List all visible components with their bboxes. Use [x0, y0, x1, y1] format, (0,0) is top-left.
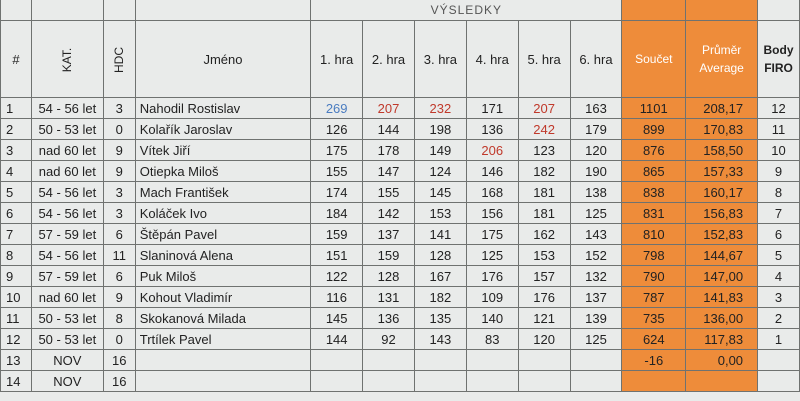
table-row	[1, 161, 800, 182]
player-name-cell[interactable]	[135, 371, 310, 392]
game-score-cell[interactable]: 143	[570, 224, 622, 245]
sum-cell[interactable]: 899	[622, 119, 686, 140]
game-score-cell[interactable]: 83	[466, 329, 518, 350]
category-cell[interactable]: NOV	[31, 350, 103, 371]
header-game-4[interactable]: 4. hra	[466, 21, 518, 98]
table-row	[1, 308, 800, 329]
game-score-cell[interactable]	[518, 371, 570, 392]
game-score-cell[interactable]	[363, 350, 415, 371]
game-score-cell[interactable]: 181	[518, 203, 570, 224]
game-score-cell[interactable]: 144	[311, 329, 363, 350]
game-score-cell[interactable]: 163	[570, 98, 622, 119]
row-number[interactable]: 8	[1, 245, 32, 266]
player-name-cell[interactable]: Otiepka Miloš	[135, 161, 310, 182]
row-number[interactable]: 12	[1, 329, 32, 350]
row-number[interactable]: 9	[1, 266, 32, 287]
sum-cell[interactable]: 790	[622, 266, 686, 287]
game-score-cell[interactable]: 184	[311, 203, 363, 224]
handicap-cell[interactable]: 8	[103, 308, 135, 329]
game-score-cell[interactable]: 143	[414, 329, 466, 350]
points-cell[interactable]: 11	[758, 119, 800, 140]
game-score-cell[interactable]	[570, 371, 622, 392]
game-score-cell[interactable]: 116	[311, 287, 363, 308]
game-score-cell[interactable]: 159	[363, 245, 415, 266]
table-row	[1, 287, 800, 308]
game-score-cell[interactable]: 156	[466, 203, 518, 224]
table-row	[1, 350, 800, 371]
game-score-cell[interactable]: 157	[518, 266, 570, 287]
player-name-cell[interactable]: Kolařík Jaroslav	[135, 119, 310, 140]
game-score-cell[interactable]: 137	[363, 224, 415, 245]
game-score-cell[interactable]	[363, 371, 415, 392]
header-points-line2: FIRO	[764, 61, 793, 75]
game-score-cell[interactable]: 153	[414, 203, 466, 224]
player-name-cell[interactable]: Slaninová Alena	[135, 245, 310, 266]
table-row	[1, 266, 800, 287]
player-name-cell[interactable]: Trtílek Pavel	[135, 329, 310, 350]
category-cell[interactable]: 57 - 59 let	[31, 266, 103, 287]
average-cell[interactable]: 170,83	[686, 119, 758, 140]
game-score-cell[interactable]: 176	[518, 287, 570, 308]
game-score-cell[interactable]: 149	[414, 140, 466, 161]
game-score-cell[interactable]: 207	[363, 98, 415, 119]
sum-cell[interactable]: 831	[622, 203, 686, 224]
game-score-cell[interactable]: 136	[466, 119, 518, 140]
game-score-cell[interactable]: 139	[570, 308, 622, 329]
category-cell[interactable]: 54 - 56 let	[31, 245, 103, 266]
sum-cell[interactable]: 810	[622, 224, 686, 245]
game-score-cell[interactable]: 175	[466, 224, 518, 245]
game-score-cell[interactable]: 168	[466, 182, 518, 203]
game-score-cell[interactable]: 128	[363, 266, 415, 287]
game-score-cell[interactable]: 136	[363, 308, 415, 329]
game-score-cell[interactable]: 138	[570, 182, 622, 203]
header-category-label: KAT.	[60, 47, 75, 72]
points-cell[interactable]: 2	[758, 308, 800, 329]
average-cell[interactable]: 147,00	[686, 266, 758, 287]
row-number[interactable]: 5	[1, 182, 32, 203]
average-cell[interactable]: 160,17	[686, 182, 758, 203]
row-number[interactable]: 11	[1, 308, 32, 329]
cell-blank[interactable]	[103, 0, 135, 21]
player-name-cell[interactable]: Puk Miloš	[135, 266, 310, 287]
cell-blank[interactable]	[622, 0, 686, 21]
category-cell[interactable]: 50 - 53 let	[31, 119, 103, 140]
handicap-cell[interactable]: 9	[103, 287, 135, 308]
category-cell[interactable]: nad 60 let	[31, 161, 103, 182]
category-cell[interactable]: nad 60 let	[31, 287, 103, 308]
header-game-2[interactable]: 2. hra	[363, 21, 415, 98]
player-name-cell[interactable]	[135, 350, 310, 371]
points-cell[interactable]: 12	[758, 98, 800, 119]
game-score-cell[interactable]: 176	[466, 266, 518, 287]
header-game-1[interactable]: 1. hra	[311, 21, 363, 98]
category-cell[interactable]: 57 - 59 let	[31, 224, 103, 245]
game-score-cell[interactable]	[518, 350, 570, 371]
row-number[interactable]: 2	[1, 119, 32, 140]
player-name-cell[interactable]: Kohout Vladimír	[135, 287, 310, 308]
game-score-cell[interactable]: 242	[518, 119, 570, 140]
table-row	[1, 329, 800, 350]
game-score-cell[interactable]: 128	[414, 245, 466, 266]
game-score-cell[interactable]: 140	[466, 308, 518, 329]
row-number[interactable]: 13	[1, 350, 32, 371]
game-score-cell[interactable]: 109	[466, 287, 518, 308]
handicap-cell[interactable]: 16	[103, 350, 135, 371]
table-row	[1, 245, 800, 266]
sum-cell[interactable]: 1101	[622, 98, 686, 119]
sum-cell[interactable]: 735	[622, 308, 686, 329]
table-row	[1, 182, 800, 203]
category-cell[interactable]: NOV	[31, 371, 103, 392]
header-category[interactable]	[31, 21, 103, 98]
row-number[interactable]: 6	[1, 203, 32, 224]
game-score-cell[interactable]: 155	[311, 161, 363, 182]
cell-blank[interactable]	[135, 0, 310, 21]
category-cell[interactable]: nad 60 let	[31, 140, 103, 161]
game-score-cell[interactable]: 120	[570, 140, 622, 161]
points-cell[interactable]: 7	[758, 203, 800, 224]
header-handicap[interactable]	[103, 21, 135, 98]
points-cell[interactable]: 9	[758, 161, 800, 182]
game-score-cell[interactable]: 153	[518, 245, 570, 266]
game-score-cell[interactable]: 206	[466, 140, 518, 161]
results-title[interactable]: VÝSLEDKY	[311, 0, 622, 21]
game-score-cell[interactable]	[466, 350, 518, 371]
table-row	[1, 140, 800, 161]
player-name-cell[interactable]: Vítek Jiří	[135, 140, 310, 161]
handicap-cell[interactable]: 11	[103, 245, 135, 266]
game-score-cell[interactable]: 121	[518, 308, 570, 329]
sum-cell[interactable]: 876	[622, 140, 686, 161]
header-game-3[interactable]: 3. hra	[414, 21, 466, 98]
game-score-cell[interactable]: 175	[311, 140, 363, 161]
average-cell[interactable]: 144,67	[686, 245, 758, 266]
points-cell[interactable]: 3	[758, 287, 800, 308]
game-score-cell[interactable]: 120	[518, 329, 570, 350]
cell-blank[interactable]	[758, 0, 800, 21]
game-score-cell[interactable]: 179	[570, 119, 622, 140]
game-score-cell[interactable]	[414, 350, 466, 371]
header-row	[1, 21, 800, 98]
average-cell[interactable]: 156,83	[686, 203, 758, 224]
table-row	[1, 371, 800, 392]
average-cell[interactable]: 117,83	[686, 329, 758, 350]
header-number[interactable]: #	[1, 21, 32, 98]
handicap-cell[interactable]: 6	[103, 266, 135, 287]
game-score-cell[interactable]: 159	[311, 224, 363, 245]
average-cell[interactable]: 158,50	[686, 140, 758, 161]
game-score-cell[interactable]: 232	[414, 98, 466, 119]
average-cell[interactable]: 136,00	[686, 308, 758, 329]
handicap-cell[interactable]: 0	[103, 329, 135, 350]
sum-cell[interactable]: 787	[622, 287, 686, 308]
game-score-cell[interactable]: 137	[570, 287, 622, 308]
game-score-cell[interactable]: 122	[311, 266, 363, 287]
game-score-cell[interactable]: 155	[363, 182, 415, 203]
header-game-6[interactable]: 6. hra	[570, 21, 622, 98]
header-handicap-label: HDC	[112, 46, 127, 73]
player-name-cell[interactable]: Koláček Ivo	[135, 203, 310, 224]
row-number[interactable]: 1	[1, 98, 32, 119]
cell-blank[interactable]	[31, 0, 103, 21]
row-number[interactable]: 7	[1, 224, 32, 245]
game-score-cell[interactable]: 269	[311, 98, 363, 119]
game-score-cell[interactable]: 207	[518, 98, 570, 119]
cell-blank[interactable]	[686, 0, 758, 21]
game-score-cell[interactable]: 123	[518, 140, 570, 161]
game-score-cell[interactable]: 182	[518, 161, 570, 182]
player-name-cell[interactable]: Štěpán Pavel	[135, 224, 310, 245]
game-score-cell[interactable]: 131	[363, 287, 415, 308]
game-score-cell[interactable]: 147	[363, 161, 415, 182]
game-score-cell[interactable]	[414, 371, 466, 392]
game-score-cell[interactable]	[466, 371, 518, 392]
header-average[interactable]	[686, 21, 758, 98]
game-score-cell[interactable]: 151	[311, 245, 363, 266]
average-cell[interactable]: 152,83	[686, 224, 758, 245]
game-score-cell[interactable]: 171	[466, 98, 518, 119]
sum-cell[interactable]: 865	[622, 161, 686, 182]
points-cell[interactable]: 8	[758, 182, 800, 203]
header-game-5[interactable]: 5. hra	[518, 21, 570, 98]
handicap-cell[interactable]: 0	[103, 119, 135, 140]
average-cell[interactable]: 208,17	[686, 98, 758, 119]
game-score-cell[interactable]: 142	[363, 203, 415, 224]
player-name-cell[interactable]: Nahodil Rostislav	[135, 98, 310, 119]
game-score-cell[interactable]: 132	[570, 266, 622, 287]
points-cell[interactable]: 1	[758, 329, 800, 350]
average-cell[interactable]: 0,00	[686, 350, 758, 371]
game-score-cell[interactable]: 146	[466, 161, 518, 182]
sum-cell[interactable]: 838	[622, 182, 686, 203]
points-cell[interactable]	[758, 371, 800, 392]
sum-cell[interactable]: 624	[622, 329, 686, 350]
header-average-line2: Average	[699, 61, 744, 75]
game-score-cell[interactable]: 174	[311, 182, 363, 203]
category-cell[interactable]: 50 - 53 let	[31, 308, 103, 329]
game-score-cell[interactable]: 190	[570, 161, 622, 182]
game-score-cell[interactable]: 198	[414, 119, 466, 140]
game-score-cell[interactable]	[311, 371, 363, 392]
average-cell[interactable]: 141,83	[686, 287, 758, 308]
handicap-cell[interactable]: 3	[103, 182, 135, 203]
game-score-cell[interactable]	[311, 350, 363, 371]
title-row	[1, 0, 800, 21]
category-cell[interactable]: 50 - 53 let	[31, 329, 103, 350]
header-sum[interactable]: Součet	[622, 21, 686, 98]
row-number[interactable]: 3	[1, 140, 32, 161]
points-cell[interactable]: 4	[758, 266, 800, 287]
points-cell[interactable]	[758, 350, 800, 371]
player-name-cell[interactable]: Mach František	[135, 182, 310, 203]
average-cell[interactable]: 157,33	[686, 161, 758, 182]
game-score-cell[interactable]: 92	[363, 329, 415, 350]
category-cell[interactable]: 54 - 56 let	[31, 203, 103, 224]
game-score-cell[interactable]: 167	[414, 266, 466, 287]
row-number[interactable]: 4	[1, 161, 32, 182]
header-points-line1: Body	[763, 43, 794, 57]
game-score-cell[interactable]: 178	[363, 140, 415, 161]
sum-cell[interactable]: 798	[622, 245, 686, 266]
table-row	[1, 119, 800, 140]
cell-blank[interactable]	[1, 0, 32, 21]
game-score-cell[interactable]: 145	[311, 308, 363, 329]
handicap-cell[interactable]: 16	[103, 371, 135, 392]
game-score-cell[interactable]: 124	[414, 161, 466, 182]
row-number[interactable]: 14	[1, 371, 32, 392]
sum-cell[interactable]	[622, 371, 686, 392]
game-score-cell[interactable]: 135	[414, 308, 466, 329]
row-number[interactable]: 10	[1, 287, 32, 308]
handicap-cell[interactable]: 9	[103, 161, 135, 182]
header-points[interactable]	[758, 21, 800, 98]
table-row	[1, 98, 800, 119]
points-cell[interactable]: 5	[758, 245, 800, 266]
handicap-cell[interactable]: 3	[103, 203, 135, 224]
player-name-cell[interactable]: Skokanová Milada	[135, 308, 310, 329]
game-score-cell[interactable]: 141	[414, 224, 466, 245]
game-score-cell[interactable]: 162	[518, 224, 570, 245]
game-score-cell[interactable]: 145	[414, 182, 466, 203]
table-row	[1, 203, 800, 224]
game-score-cell[interactable]: 125	[466, 245, 518, 266]
game-score-cell[interactable]: 181	[518, 182, 570, 203]
sum-cell[interactable]: -16	[622, 350, 686, 371]
game-score-cell[interactable]: 126	[311, 119, 363, 140]
game-score-cell[interactable]: 144	[363, 119, 415, 140]
points-cell[interactable]: 10	[758, 140, 800, 161]
header-name[interactable]: Jméno	[135, 21, 310, 98]
game-score-cell[interactable]: 125	[570, 203, 622, 224]
handicap-cell[interactable]: 9	[103, 140, 135, 161]
handicap-cell[interactable]: 3	[103, 98, 135, 119]
game-score-cell[interactable]: 152	[570, 245, 622, 266]
header-average-line1: Průměr	[701, 43, 742, 57]
table-row	[1, 224, 800, 245]
category-cell[interactable]: 54 - 56 let	[31, 98, 103, 119]
category-cell[interactable]: 54 - 56 let	[31, 182, 103, 203]
game-score-cell[interactable]: 125	[570, 329, 622, 350]
handicap-cell[interactable]: 6	[103, 224, 135, 245]
points-cell[interactable]: 6	[758, 224, 800, 245]
average-cell[interactable]	[686, 371, 758, 392]
game-score-cell[interactable]: 182	[414, 287, 466, 308]
game-score-cell[interactable]	[570, 350, 622, 371]
